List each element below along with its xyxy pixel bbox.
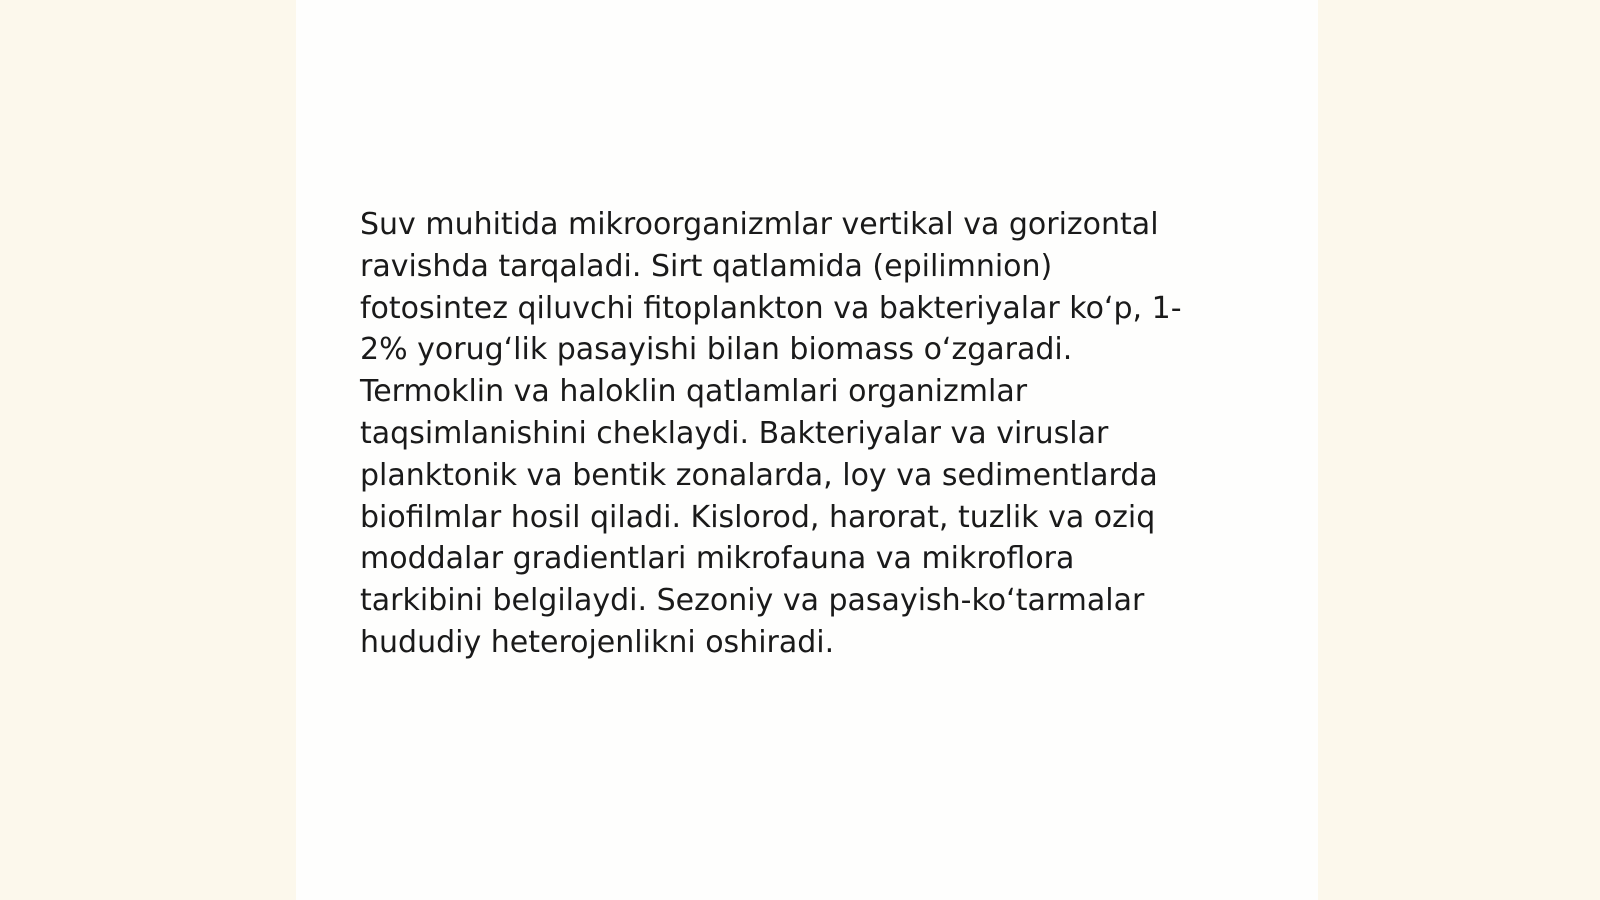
- document-page: [296, 0, 1318, 900]
- body-paragraph: Suv muhitida mikroorganizmlar vertikal va gorizontal ravishda tarqaladi. Sirt qatlamida (epilimnion) fotosintez qiluvchi fitoplankton va bakteriyalar ko‘p, 1- 2% yorug‘lik pasayishi bilan biomass o‘zgaradi. Termoklin va haloklin qatlamlari organizmlar taqsimlanishini cheklaydi. Bakteriyalar va viruslar planktonik va bentik zonalarda, loy va sedimentlarda biofilmlar hosil qiladi. Kislorod, harorat, tuzlik va oziq moddalar gradientlari mikrofauna va mikroflora tarkibini belgilaydi. Sezoniy va pasayish-ko‘tarmalar hududiy heterojenlikni oshiradi.: [360, 207, 1182, 660]
